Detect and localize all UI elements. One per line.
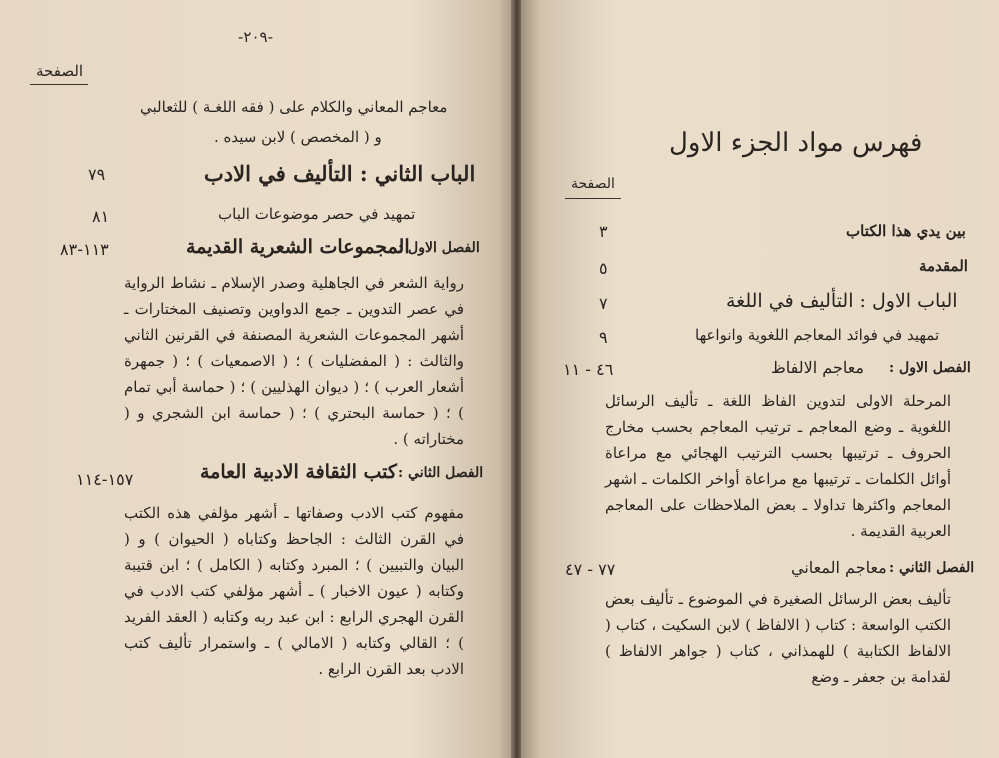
section-title: الباب الثاني : التأليف في الادب (204, 161, 476, 186)
chapter-title: معاجم المعاني (791, 558, 887, 577)
section-page: ٧٩ (88, 165, 106, 184)
chapter-title: كتب الثقافة الادبية العامة (200, 461, 397, 483)
chapter-title: معاجم الالفاظ (771, 358, 864, 377)
entry-page: ٣ (599, 222, 608, 241)
column-label-rule (565, 198, 621, 199)
continued-text-line: معاجم المعاني والكلام على ( فقه اللغـة ) للثعالبي (140, 98, 448, 116)
chapter-description: مفهوم كتب الادب وصفاتها ـ أشهر مؤلفي هذه الكتب في القرن الثالث : الجاحظ وكتاباه ( الحيوان ) و ( البيان والتبيين ) ؛ المبرد وكتابه ( الكامل ) ؛ ابن قتيبة وكتابه ( عيون الاخبار ) ـ أشهر مؤلفي كتب الادب في القرن الهجري الرابع : ابن عبد ربه وكتابه ( العقد الفريد ) ؛ القالي وكتابه ( الامالي ) ـ واستمرار تأليف كتب الادب بعد القرن الرابع . (124, 504, 464, 678)
continued-text-line: و ( المخصص ) لابن سيده . (214, 128, 382, 146)
entry-title: تمهيد في فوائد المعاجم اللغوية وانواعها (695, 326, 940, 344)
chapter-label: الفصل الثاني : (889, 560, 975, 576)
right-page (521, 0, 999, 758)
chapter-pages: ٤٦ - ١١ (563, 360, 614, 379)
entry-title: بين يدي هذا الكتاب (846, 222, 966, 240)
chapter-label: الفصل الثاني : (398, 465, 484, 481)
section-page: ٧ (599, 294, 608, 313)
chapter-description: رواية الشعر في الجاهلية وصدر الإسلام ـ نشاط الرواية في عصر التدوين ـ جمع الدواوين وتصنيف المختارات ـ أشهر المجموعات الشعرية المصنفة في القرنين الثاني والثالث : ( المفضليات ) ؛ ( الاصمعيات ) ؛ ( جمهرة أشعار العرب ) ؛ ( ديوان الهذليين ) ؛ ( حماسة أبي تمام ) ؛ ( حماسة البحتري ) ؛ ( حماسة ابن الشجري و ( مختاراته ) . (124, 274, 464, 448)
chapter-label: الفصل الاول : (398, 240, 480, 256)
chapter-description: المرحلة الاولى لتدوين الفاظ اللغة ـ تأليف الرسائل اللغوية ـ وضع المعاجم ـ ترتيب المعاجم بحسب مخارج الحروف ـ ترتيبها بحسب الترتيب الهجائي مع مراعاة أوائل الكلمات ـ ترتيبها مع مراعاة أواخر الكلمات ـ اشهر المعاجم واكثرها تداولا ـ بعض الملاحظات على المعاجم العربية القديمة . (605, 392, 951, 540)
page-column-label: الصفحة (571, 176, 615, 192)
column-label-rule (30, 84, 88, 85)
chapter-label: الفصل الاول : (889, 360, 971, 376)
chapter-pages: ١١٣-٨٣ (60, 240, 109, 259)
page-column-label: الصفحة (36, 62, 84, 80)
entry-title: المقدمة (919, 257, 968, 275)
chapter-title: المجموعات الشعرية القديمة (186, 236, 410, 258)
entry-page: ٩ (599, 328, 608, 347)
entry-title: تمهيد في حصر موضوعات الباب (218, 205, 416, 223)
chapter-pages: ٧٧ - ٤٧ (565, 560, 616, 579)
section-title: الباب الاول : التأليف في اللغة (726, 290, 958, 312)
chapter-pages: ١٥٧-١١٤ (76, 470, 134, 489)
entry-page: ٥ (599, 259, 608, 278)
chapter-description: تأليف بعض الرسائل الصغيرة في الموضوع ـ تأليف بعض الكتب الواسعة : كتاب ( الالفاظ ) لابن السكيت ، كتاب ( الالفاظ الكتابية ) للهمذاني ، كتاب ( جواهر الالفاظ ) لقدامة بن جعفر ـ وضع (605, 590, 951, 686)
page-title: فهرس مواد الجزء الاول (669, 128, 923, 158)
entry-page: ٨١ (92, 207, 110, 226)
page-number: -٢٠٩- (238, 28, 274, 46)
